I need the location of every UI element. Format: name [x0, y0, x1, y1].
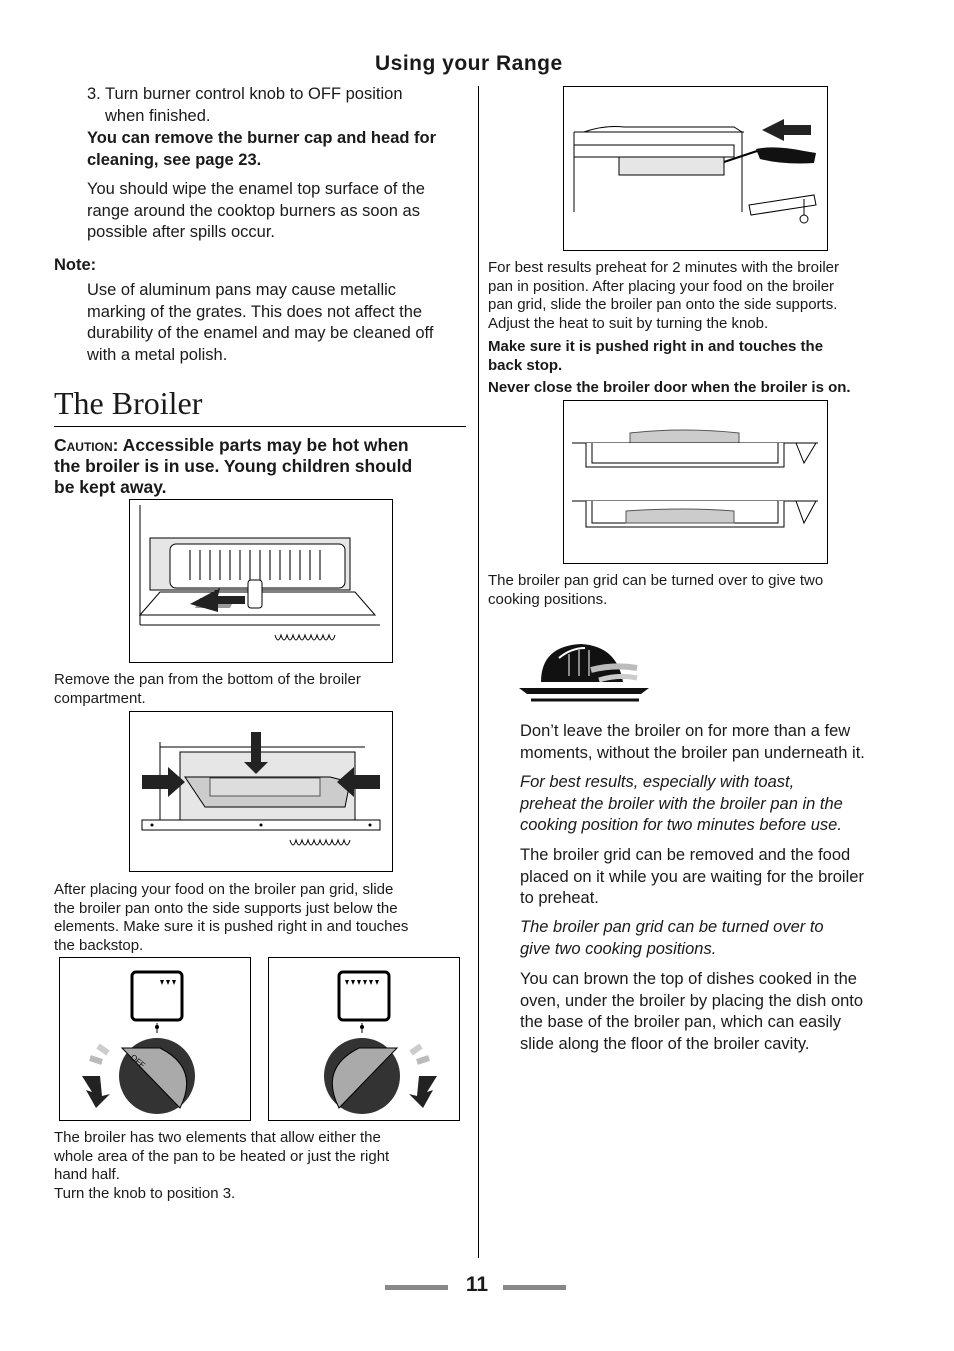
note-label: Note:: [54, 256, 97, 274]
step-3: 3. Turn burner control knob to OFF position when finished.: [87, 85, 403, 125]
figure-grid-positions: [563, 400, 828, 564]
caution-label: Caution: [54, 435, 113, 455]
figure-knob-half: [59, 957, 251, 1121]
never-close-warning: Never close the broiler door when the broiler is on.: [488, 379, 851, 396]
footer-bar-left: [385, 1285, 448, 1290]
grid-turned-paragraph: The broiler pan grid can be turned over to give two cooking positions.: [520, 918, 824, 958]
figure-remove-pan: [129, 499, 393, 663]
best-results-paragraph: For best results, especially with toast, preheat the broiler with the broiler pan in the cooking position for two minutes before use.: [520, 773, 843, 834]
knob-off-label: OFF: [128, 1052, 147, 1070]
title-rule: [54, 426, 466, 427]
caption-remove-pan: Remove the pan from the bottom of the broiler compartment.: [54, 671, 361, 707]
column-divider: [478, 86, 479, 1258]
footer-bar-right: [503, 1285, 566, 1290]
caption-slide-pan: After placing your food on the broiler pan grid, slide the broiler pan onto the side supports just below the elements. Make sure it is pushed right in and touches the backstop.: [54, 881, 409, 954]
figure-pan-handle: [563, 86, 828, 251]
figure-slide-pan: [129, 711, 393, 872]
push-warning: Make sure it is pushed right in and touches the back stop.: [488, 338, 824, 374]
grid-caption: The broiler pan grid can be turned over to give two cooking positions.: [488, 572, 824, 608]
dont-leave-paragraph: Don’t leave the broiler on for more than a few moments, without the broiler pan underneath it.: [520, 722, 865, 762]
note-paragraph: Use of aluminum pans may cause metallic marking of the grates. This does not affect the durability of the enamel and may be cleaned off with a metal polish.: [87, 281, 434, 364]
page-number: 11: [465, 1273, 489, 1296]
preheat-paragraph: For best results preheat for 2 minutes with the broiler pan in position. After placing your food on the broiler pan grid, slide the broiler pan onto the side supports. Adjust the heat to suit by turning the knob.: [488, 259, 839, 332]
grid-removed-paragraph: The broiler grid can be removed and the food placed on it while you are waiting for the broiler to preheat.: [520, 846, 864, 907]
figure-knob-full: [268, 957, 460, 1121]
cloche-icon: [519, 636, 651, 710]
page-header: Using your Range: [375, 52, 563, 75]
brown-dishes-paragraph: You can brown the top of dishes cooked in the oven, under the broiler by placing the dish onto the base of the broiler pan, which can easily slide along the floor of the broiler cavity.: [520, 970, 864, 1053]
section-title: The Broiler: [54, 385, 203, 421]
wipe-paragraph: You should wipe the enamel top surface of the range around the cooktop burners as soon as possible after spills occur.: [87, 180, 425, 241]
caution-block: Caution: Accessible parts may be hot when the broiler is in use. Young children should be kept away.: [54, 435, 413, 497]
burner-cap-note: You can remove the burner cap and head for cleaning, see page 23.: [87, 129, 437, 169]
caption-knob: The broiler has two elements that allow either the whole area of the pan to be heated or just the right hand half. Turn the knob to position 3.: [54, 1129, 390, 1202]
